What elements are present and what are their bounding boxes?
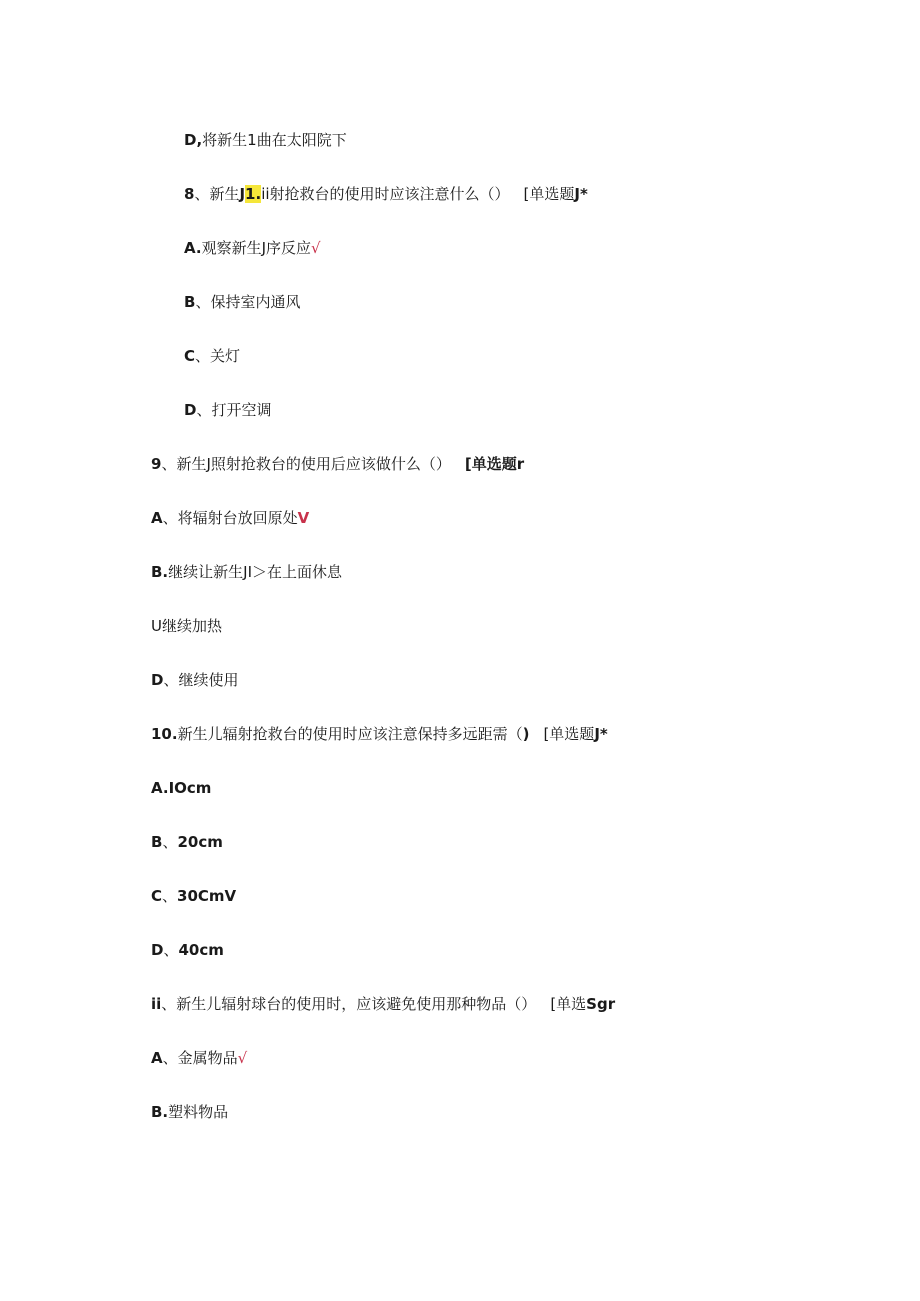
option-text: 、关灯 <box>195 347 241 365</box>
question-type-tag: [单选题 <box>523 185 575 203</box>
option-text: 、将辐射台放回原处 <box>162 509 298 527</box>
option-value: 20cm <box>177 833 223 851</box>
option-text: 塑料物品 <box>168 1103 229 1121</box>
option-line <box>151 1048 247 1068</box>
option-text: 、保持室内通风 <box>195 293 301 311</box>
option-letter: A. <box>184 239 202 257</box>
option-text: 继续加热 <box>161 617 222 635</box>
option-line <box>151 616 222 636</box>
question-number: 9 <box>151 455 162 473</box>
option-text: 继续让新生JI＞在上面休息 <box>168 563 342 581</box>
option-letter: B. <box>151 563 169 581</box>
question-text-rest: ii射抢救台的使用时应该注意什么（） <box>261 185 510 203</box>
option-line <box>184 238 321 258</box>
option-letter: U <box>151 617 162 635</box>
option-line <box>184 130 347 150</box>
option-line <box>151 508 309 528</box>
question-9 <box>151 454 524 474</box>
option-line <box>151 940 224 960</box>
option-line <box>184 292 300 312</box>
question-type-tag-end: J* <box>574 185 588 203</box>
question-number: 10. <box>151 725 178 743</box>
option-line <box>151 1102 228 1122</box>
option-letter: D <box>151 941 164 959</box>
option-letter: C <box>151 887 163 905</box>
question-text: 新生儿辐射抢救台的使用时应该注意保持多远距需（ <box>177 725 523 743</box>
option-line <box>151 778 211 798</box>
question-number: 8 <box>184 185 195 203</box>
correct-mark: √ <box>311 239 321 257</box>
question-text-fragment: J <box>239 185 246 203</box>
option-letter: D <box>184 401 197 419</box>
question-paren-close: ) <box>522 725 530 743</box>
option-letter: A <box>151 509 163 527</box>
question-type-tag-end: r <box>516 455 525 473</box>
question-type-tag: [单选 <box>550 995 587 1013</box>
option-text: 观察新生J序反应 <box>201 239 312 257</box>
option-separator: 、 <box>162 833 178 851</box>
question-text: 、新生 <box>194 185 240 203</box>
question-type-tag-end: Sgr <box>586 995 616 1013</box>
option-text: 、打开空调 <box>196 401 272 419</box>
option-letter: D, <box>184 131 203 149</box>
option-value: 40cm <box>178 941 224 959</box>
question-type-tag-end: J* <box>594 725 608 743</box>
option-letter: C <box>184 347 196 365</box>
option-line <box>151 886 236 906</box>
option-letter: A <box>151 1049 163 1067</box>
option-separator: 、 <box>163 941 179 959</box>
option-value: 30CmV <box>177 887 237 905</box>
highlighted-text: 1. <box>245 185 262 203</box>
question-text: 、新生儿辐射球台的使用时，应该避免使用那种物品（） <box>161 995 537 1013</box>
correct-mark: √ <box>237 1049 248 1067</box>
option-text: A.IOcm <box>151 779 212 797</box>
option-line <box>184 346 240 366</box>
option-line <box>151 670 238 690</box>
option-line <box>184 400 271 420</box>
option-letter: D <box>151 671 164 689</box>
question-number: ii <box>151 995 162 1013</box>
question-text: 、新生J照射抢救台的使用后应该做什么（） <box>161 455 451 473</box>
option-text: 、继续使用 <box>163 671 239 689</box>
question-11 <box>151 994 615 1014</box>
question-type-tag: [单选题 <box>464 455 517 473</box>
option-letter: B <box>151 833 163 851</box>
question-10 <box>151 724 608 744</box>
correct-mark: V <box>297 509 310 527</box>
option-letter: B <box>184 293 196 311</box>
option-text: 、金属物品 <box>162 1049 238 1067</box>
option-line <box>151 562 342 582</box>
option-separator: 、 <box>162 887 178 905</box>
option-line <box>151 832 223 852</box>
option-letter: B. <box>151 1103 169 1121</box>
question-8 <box>184 184 588 204</box>
option-text: 将新生1曲在太阳院下 <box>202 131 347 149</box>
question-type-tag: [单选题 <box>543 725 595 743</box>
